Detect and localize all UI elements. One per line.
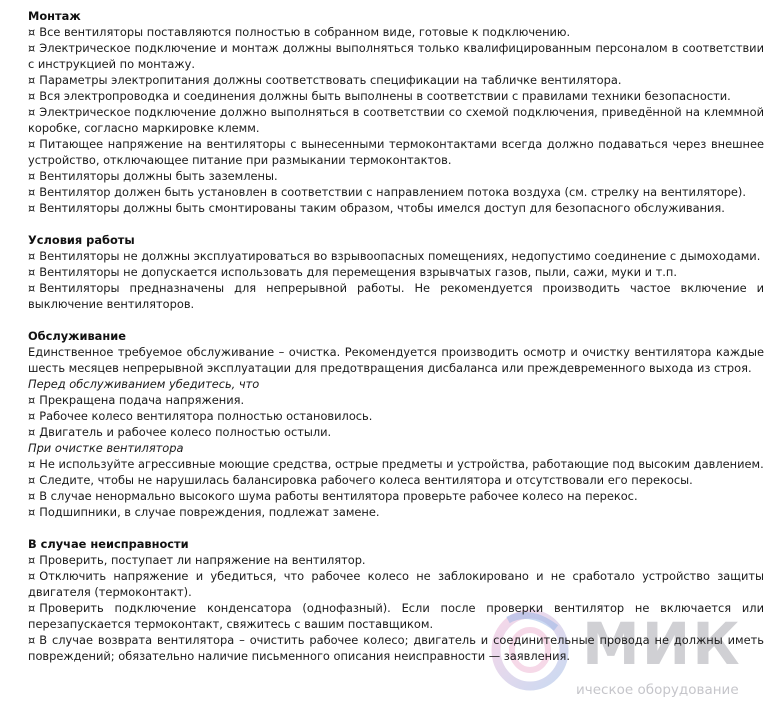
italic-subheading: При очистке вентилятора [28,441,184,455]
list-item [28,136,764,168]
list-item-text: Вся электропроводка и соединения должны быть выполнены в соответствии с правилами техники безопасности. [39,89,731,103]
bullet-icon: ¤ [28,633,36,647]
bullet-icon: ¤ [28,249,36,263]
bullet-icon: ¤ [28,569,36,583]
list-item [28,40,764,72]
list-item [28,392,764,408]
list-item [28,264,764,280]
list-item-text: Все вентиляторы поставляются полностью в собранном виде, готовые к подключению. [39,25,571,39]
list-item [28,184,764,200]
list-item-text: Следите, чтобы не нарушилась балансировка рабочего колеса вентилятора и отсутствовали его перекосы. [39,473,693,487]
list-item [28,632,764,664]
list-item-text: Подшипники, в случае повреждения, подлежат замене. [39,505,380,519]
bullet-icon: ¤ [28,201,36,215]
section [28,8,764,216]
italic-subheading: Перед обслуживанием убедитесь, что [28,377,260,391]
bullet-icon: ¤ [28,105,36,119]
list-item-text: Проверить, поступает ли напряжение на вентилятор. [39,553,366,567]
bullet-icon: ¤ [28,281,36,295]
section-heading: Обслуживание [28,329,126,343]
list-item-text: Двигатель и рабочее колесо полностью остыли. [39,425,332,439]
list-item [28,472,764,488]
section [28,536,764,664]
bullet-icon: ¤ [28,73,36,87]
list-item-text: Рабочее колесо вентилятора полностью остановилось. [39,409,373,423]
list-item-text: Вентилятор должен быть установлен в соответствии с направлением потока воздуха (см. стрелку на вентиляторе). [39,185,746,199]
list-item [28,408,764,424]
bullet-icon: ¤ [28,25,36,39]
watermark-subtitle: ическое оборудование [576,682,739,698]
list-item-text: Не используйте агрессивные моющие средства, острые предметы и устройства, работающие под высоким давлением. [39,457,764,471]
list-item [28,248,764,264]
list-item-text: Отключить напряжение и убедиться, что рабочее колесо не заблокировано и не сработало устройство защиты двигателя (термоконтакт). [28,569,764,599]
bullet-icon: ¤ [28,473,36,487]
list-item [28,24,764,40]
section [28,232,764,312]
list-item-text: В случае ненормально высокого шума работы вентилятора проверьте рабочее колесо на перекос. [39,489,638,503]
list-item-text: Прекращена подача напряжения. [39,393,245,407]
bullet-icon: ¤ [28,425,36,439]
list-item-text: Проверить подключение конденсатора (однофазный). Если после проверки вентилятор не включается или перезапускается термоконтакт, свяжитесь с вашим поставщиком. [28,601,764,631]
bullet-icon: ¤ [28,457,36,471]
bullet-icon: ¤ [28,185,36,199]
paragraph: Единственное требуемое обслуживание – очистка. Рекомендуется производить осмотр и очистку вентилятора каждые шесть месяцев непрерывной эксплуатации для предотвращения дисбаланса или преждевременного выхода из строя. [28,345,764,375]
bullet-icon: ¤ [28,169,36,183]
list-item [28,600,764,632]
list-item-text: В случае возврата вентилятора – очистить рабочее колесо; двигатель и соединительные провода не должны иметь повреждений; обязательно наличие письменного описания неисправности — заявления. [28,633,764,663]
bullet-icon: ¤ [28,489,36,503]
section [28,328,764,520]
list-item-text: Вентиляторы должны быть заземлены. [39,169,278,183]
list-item [28,88,764,104]
list-item [28,568,764,600]
list-item-text: Параметры электропитания должны соответствовать спецификации на табличке вентилятора. [39,73,622,87]
list-item [28,104,764,136]
section-heading: Условия работы [28,233,135,247]
bullet-icon: ¤ [28,409,36,423]
section-heading: Монтаж [28,9,81,23]
bullet-icon: ¤ [28,393,36,407]
bullet-icon: ¤ [28,41,36,55]
list-item [28,280,764,312]
bullet-icon: ¤ [28,553,36,567]
list-item-text: Электрическое подключение должно выполняться в соответствии со схемой подключения, приведённой на клеммной коробке, согласно маркировке клемм. [28,105,764,135]
list-item-text: Питающее напряжение на вентиляторы с вынесенными термоконтактами всегда должно подаваться через внешнее устройство, отключающее питание при размыкании термоконтактов. [28,137,764,167]
bullet-icon: ¤ [28,265,36,279]
list-item [28,200,764,216]
list-item-text: Вентиляторы не допускается использовать для перемещения взрывчатых газов, пыли, сажи, муки и т.п. [39,265,677,279]
list-item [28,424,764,440]
list-item [28,552,764,568]
list-item-text: Электрическое подключение и монтаж должны выполняться только квалифицированным персоналом в соответствии с инструкцией по монтажу. [28,41,764,71]
bullet-icon: ¤ [28,89,36,103]
list-item-text: Вентиляторы должны быть смонтированы таким образом, чтобы имелся доступ для безопасного обслуживания. [39,201,725,215]
list-item [28,456,764,472]
bullet-icon: ¤ [28,601,36,615]
bullet-icon: ¤ [28,137,36,151]
watermark-logo-text: МИК [582,610,742,678]
bullet-icon: ¤ [28,505,36,519]
list-item-text: Вентиляторы не должны эксплуатироваться во взрывоопасных помещениях, недопустимо соединение с дымоходами. [39,249,761,263]
list-item [28,72,764,88]
list-item [28,488,764,504]
section-heading: В случае неисправности [28,537,189,551]
list-item [28,168,764,184]
list-item [28,504,764,520]
list-item-text: Вентиляторы предназначены для непрерывной работы. Не рекомендуется производить частое включение и выключение вентиляторов. [28,281,764,311]
